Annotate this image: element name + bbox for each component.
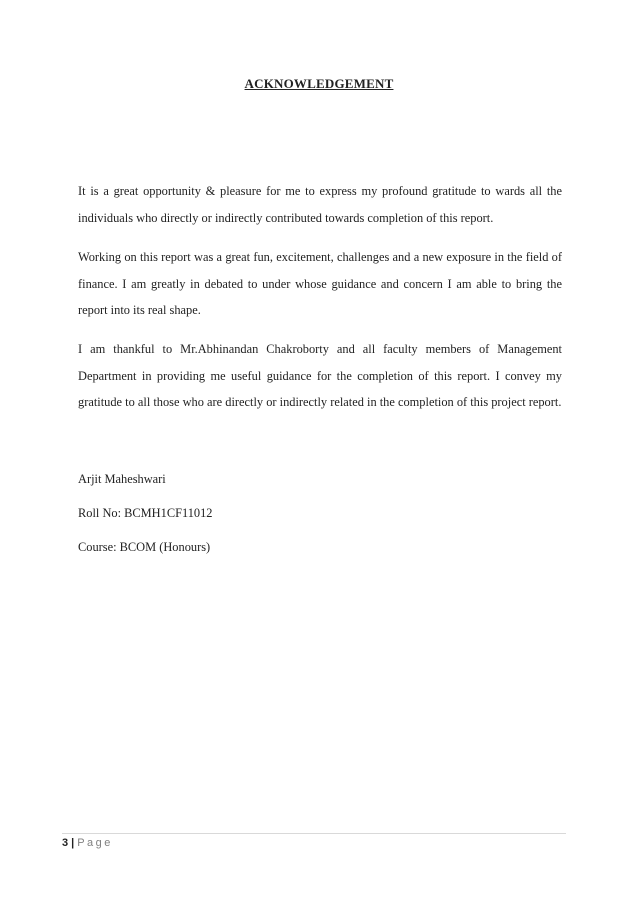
signature-name: Arjit Maheshwari [78, 472, 166, 486]
paragraph-1: It is a great opportunity & pleasure for me to express my profound gratitude to wards all the individuals who directly or indirectly contributed towards completion of this report. [78, 184, 562, 225]
paragraph-2: Working on this report was a great fun, excitement, challenges and a new exposure in the field of finance. I am greatly in debated to under whose guidance and concern I am able to bring the report into its real shape. [78, 250, 562, 317]
page-footer [62, 837, 113, 849]
footer-separator: | [71, 837, 75, 849]
signature-course: Course: BCOM (Honours) [78, 540, 211, 554]
footer-divider [62, 833, 566, 834]
signature-roll-no: Roll No: BCMH1CF11012 [78, 506, 213, 520]
page-number: 3 [62, 837, 69, 849]
page-title: ACKNOWLEDGEMENT [244, 76, 394, 91]
page-label: Page [77, 837, 113, 849]
paragraph-3: I am thankful to Mr.Abhinandan Chakroborty and all faculty members of Management Department in providing me useful guidance for the completion of this report. I convey my gratitude to all those who are directly or indirectly related in the completion of this project report. [78, 342, 562, 409]
